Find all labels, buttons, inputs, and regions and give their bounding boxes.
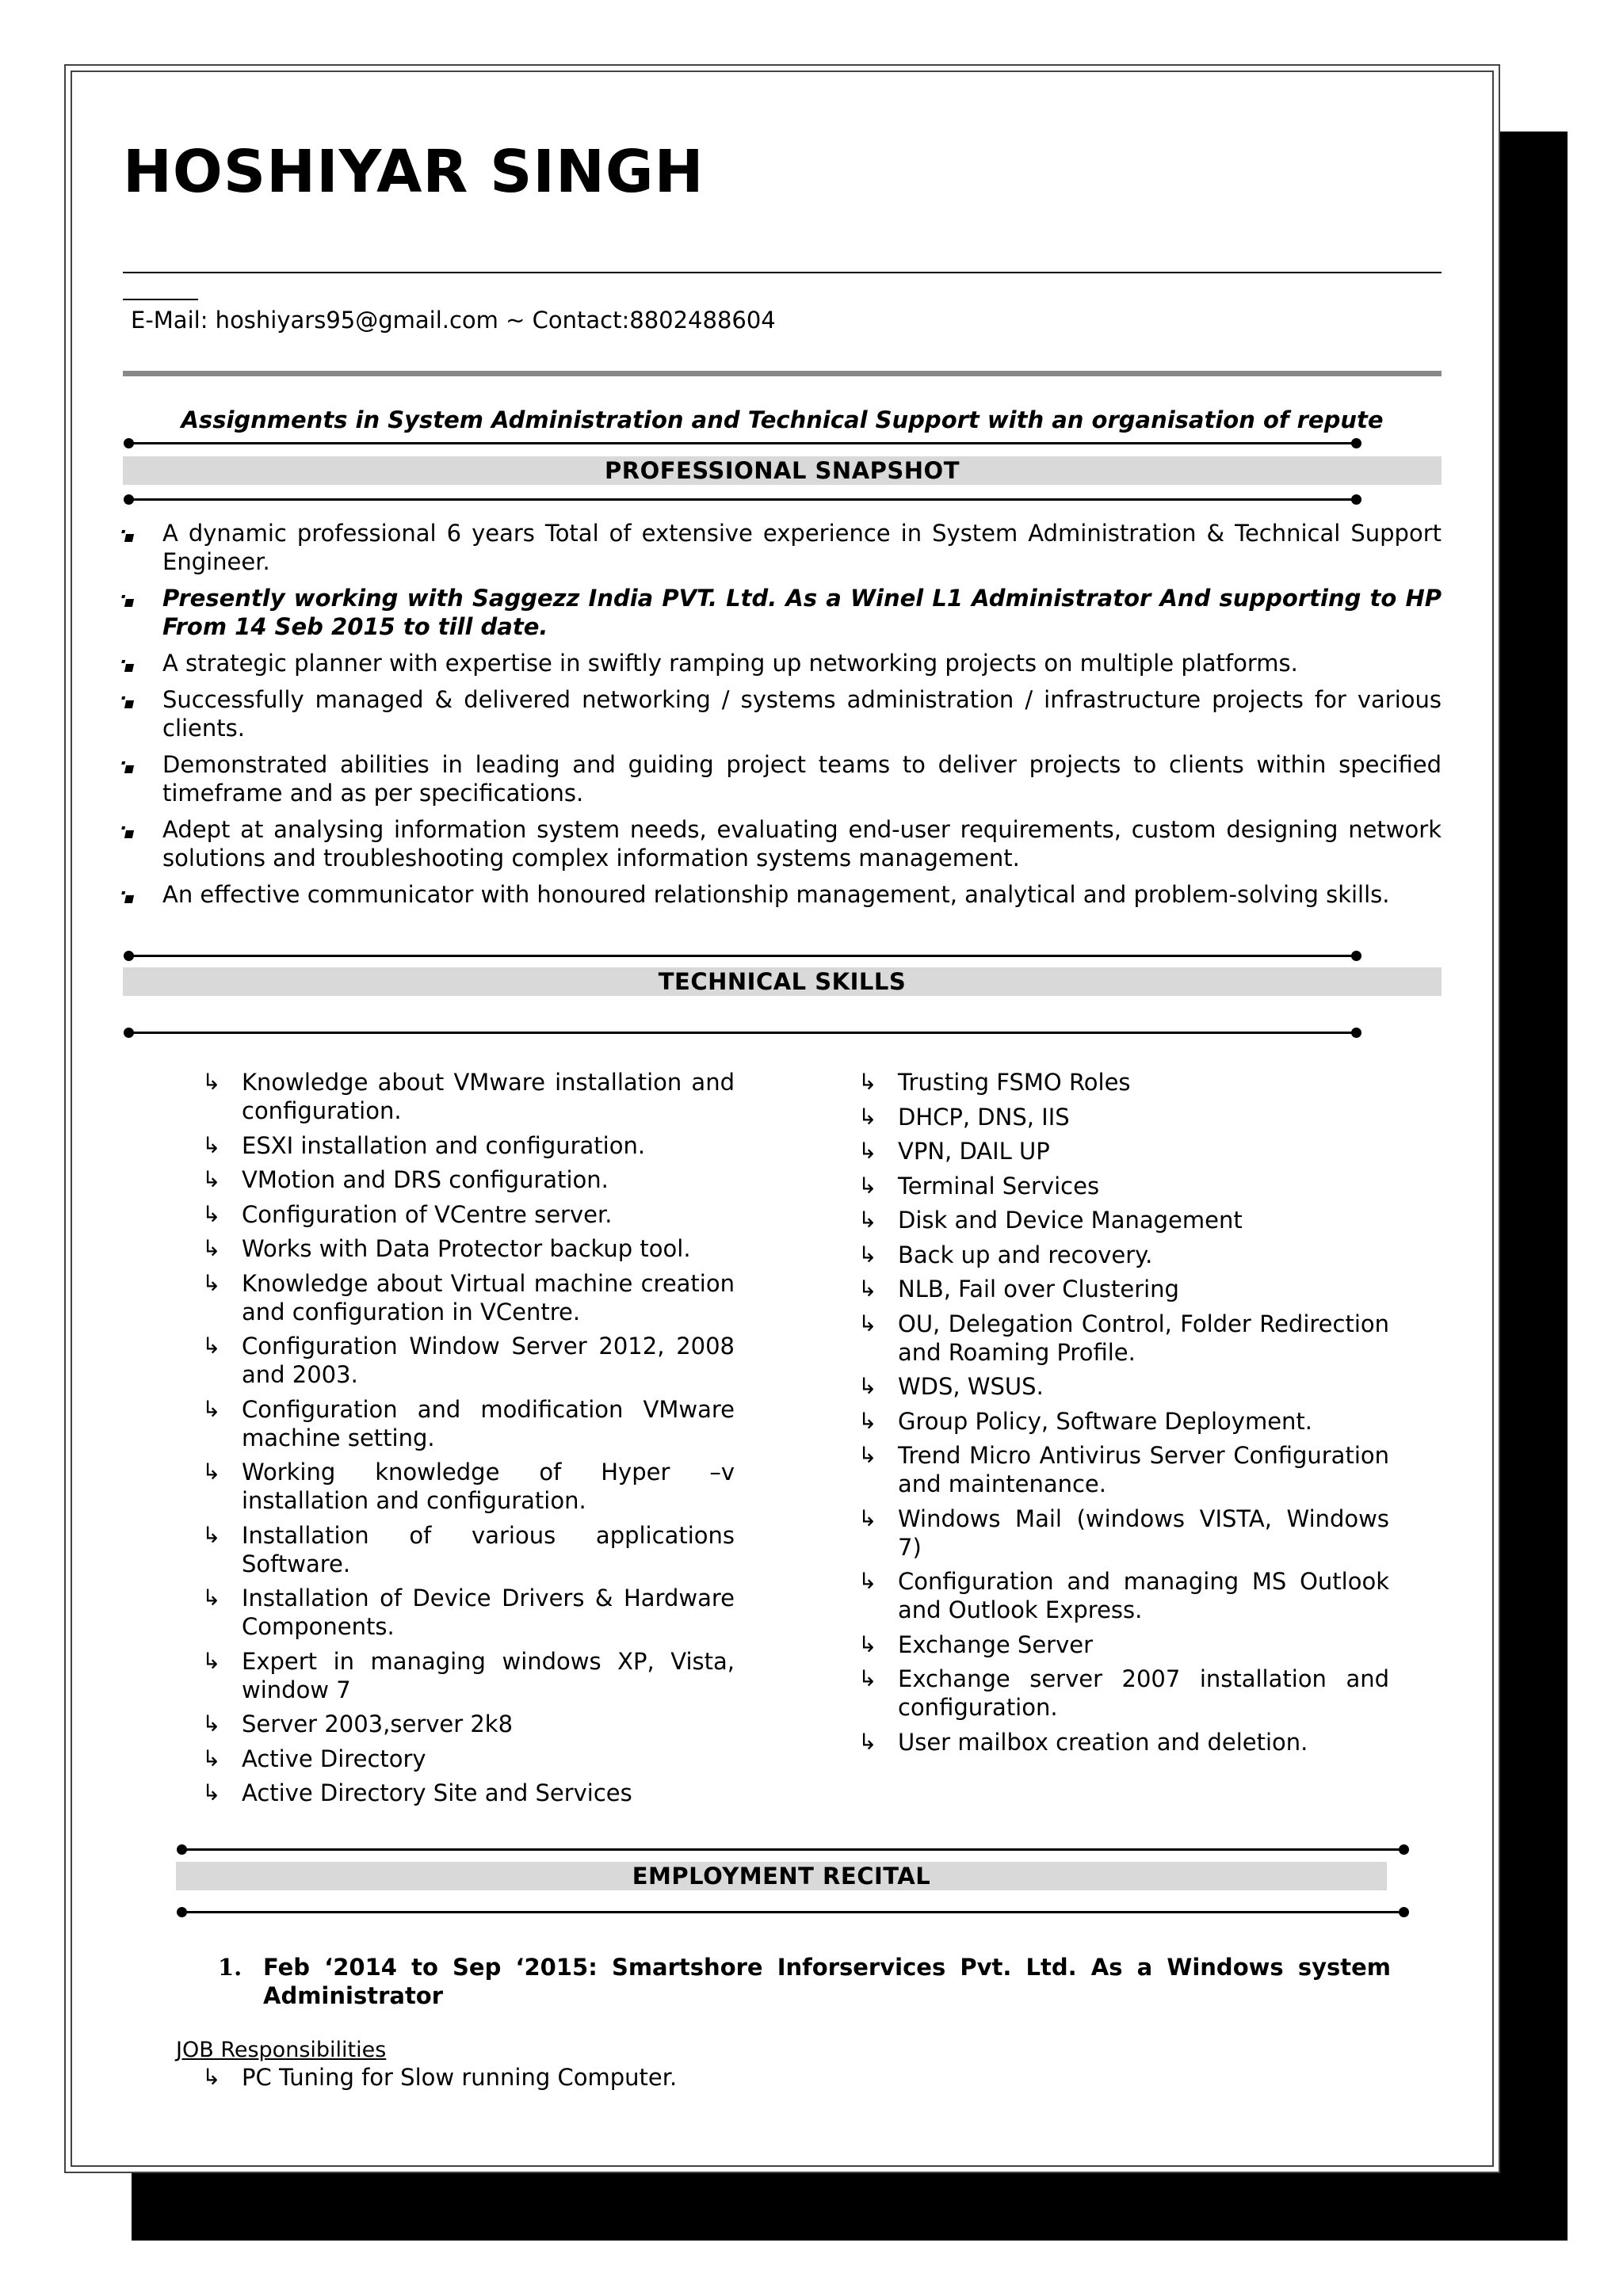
skill-item: ↳ NLB, Fail over Clustering — [858, 1276, 1179, 1302]
skill-item: ↳ Knowledge about VMware installation and configuration. — [202, 1069, 735, 1124]
square-bullet-icon — [124, 700, 134, 708]
skill-item: ↳ Windows Mail (windows VISTA, Windows 7) — [858, 1505, 1389, 1561]
skill-item: ↳ VMotion and DRS configuration. — [202, 1166, 609, 1193]
arrow-bullet-icon: ↳ — [858, 1103, 877, 1130]
arrow-bullet-icon: ↳ — [202, 1200, 221, 1227]
job-entry — [210, 1953, 1391, 2010]
arrow-bullet-icon: ↳ — [202, 1459, 221, 1485]
section-title-skills: TECHNICAL SKILLS — [123, 967, 1442, 996]
contact-divider — [123, 371, 1442, 376]
arrow-bullet-icon: ↳ — [858, 1630, 877, 1657]
square-bullet-icon — [124, 664, 134, 672]
snapshot-item: Presently working with Saggezz India PVT. Ltd. As a Winel L1 Administrator And supporting to HP From 14 Seb 2015 to till date. — [123, 584, 1442, 641]
section-rule — [128, 955, 1357, 957]
snapshot-item: Adept at analysing information system needs, evaluating end-user requirements, custom designing network solutions and troubleshooting complex information systems management. — [123, 815, 1442, 872]
arrow-bullet-icon: ↳ — [858, 1442, 877, 1468]
job-number: 1. — [218, 1954, 242, 1981]
arrow-bullet-icon: ↳ — [202, 1779, 221, 1806]
arrow-bullet-icon: ↳ — [858, 1373, 877, 1399]
arrow-bullet-icon: ↳ — [858, 1568, 877, 1594]
responsibilities-heading: JOB Responsibilities — [176, 2038, 387, 2062]
arrow-bullet-icon: ↳ — [202, 1166, 221, 1192]
square-bullet-icon — [124, 765, 134, 773]
arrow-bullet-icon: ↳ — [858, 1138, 877, 1164]
arrow-bullet-icon: ↳ — [202, 1333, 221, 1359]
arrow-bullet-icon: ↳ — [858, 1665, 877, 1691]
skill-item: ↳ OU, Delegation Control, Folder Redirection and Roaming Profile. — [858, 1310, 1389, 1366]
skill-item: ↳ User mailbox creation and deletion. — [858, 1728, 1308, 1756]
candidate-name: HOSHIYAR SINGH — [123, 138, 705, 206]
snapshot-item: Demonstrated abilities in leading and guiding project teams to deliver projects to clients within specified timeframe and as per specifications. — [123, 750, 1442, 807]
responsibilities-list — [202, 2063, 915, 2092]
skill-item: ↳ Trusting FSMO Roles — [858, 1069, 1131, 1096]
section-rule — [181, 1911, 1404, 1913]
skill-item: ↳ Works with Data Protector backup tool. — [202, 1235, 691, 1262]
arrow-bullet-icon: ↳ — [202, 1269, 221, 1296]
skill-item: ↳ Knowledge about Virtual machine creation and configuration in VCentre. — [202, 1269, 735, 1325]
skill-item: ↳ Configuration and managing MS Outlook and Outlook Express. — [858, 1568, 1389, 1623]
square-bullet-icon — [124, 599, 134, 607]
arrow-bullet-icon: ↳ — [858, 1172, 877, 1199]
snapshot-list — [123, 519, 1442, 917]
skill-item: ↳ VPN, DAIL UP — [858, 1138, 1050, 1165]
arrow-bullet-icon: ↳ — [202, 1069, 221, 1095]
skill-item: ↳ Disk and Device Management — [858, 1207, 1243, 1234]
career-objective: Assignments in System Administration and Technical Support with an organisation of repute — [181, 406, 1384, 433]
section-rule — [128, 498, 1357, 501]
skill-item: ↳ Working knowledge of Hyper –v installation and configuration. — [202, 1459, 735, 1514]
arrow-bullet-icon: ↳ — [202, 1745, 221, 1772]
section-rule — [128, 442, 1357, 444]
skill-item: ↳ DHCP, DNS, IIS — [858, 1103, 1070, 1131]
section-rule — [128, 1032, 1357, 1034]
snapshot-item: A dynamic professional 6 years Total of extensive experience in System Administration & Technical Support Engineer. — [123, 519, 1442, 576]
arrow-bullet-icon: ↳ — [858, 1069, 877, 1095]
arrow-bullet-icon: ↳ — [202, 1131, 221, 1158]
square-bullet-icon — [124, 534, 134, 542]
skill-item: ↳ Active Directory Site and Services — [202, 1779, 632, 1806]
section-title-employment: EMPLOYMENT RECITAL — [176, 1862, 1387, 1890]
snapshot-item: A strategic planner with expertise in swiftly ramping up networking projects on multiple platforms. — [123, 649, 1442, 677]
skill-item: ↳ Exchange server 2007 installation and configuration. — [858, 1665, 1389, 1721]
skill-item: ↳ WDS, WSUS. — [858, 1373, 1044, 1400]
skill-item: ↳ Expert in managing windows XP, Vista, window 7 — [202, 1647, 735, 1703]
snapshot-item: An effective communicator with honoured relationship management, analytical and problem-solving skills. — [123, 880, 1442, 909]
section-title-snapshot: PROFESSIONAL SNAPSHOT — [123, 456, 1442, 485]
arrow-bullet-icon: ↳ — [858, 1310, 877, 1337]
skill-item: ↳ Installation of various applications Software. — [202, 1521, 735, 1577]
skill-item: ↳ Exchange Server — [858, 1630, 1094, 1658]
skill-item: ↳ Configuration Window Server 2012, 2008 and 2003. — [202, 1333, 735, 1388]
job-title: Feb ‘2014 to Sep ‘2015: Smartshore Inforservices Pvt. Ltd. As a Windows system Administrator — [263, 1954, 1391, 2009]
skills-list-right — [858, 1068, 1389, 1762]
skill-item: ↳ Installation of Device Drivers & Hardware Components. — [202, 1585, 735, 1640]
skills-list-left — [202, 1068, 735, 1814]
arrow-bullet-icon: ↳ — [858, 1505, 877, 1531]
arrow-bullet-icon: ↳ — [858, 1241, 877, 1268]
arrow-bullet-icon: ↳ — [202, 1235, 221, 1261]
square-bullet-icon — [124, 830, 134, 838]
responsibility-item: ↳ PC Tuning for Slow running Computer. — [202, 2064, 678, 2091]
arrow-bullet-icon: ↳ — [858, 1207, 877, 1233]
skill-item: ↳ Group Policy, Software Deployment. — [858, 1407, 1313, 1435]
skill-item: ↳ Server 2003,server 2k8 — [202, 1711, 514, 1737]
arrow-bullet-icon: ↳ — [202, 2064, 221, 2090]
name-divider — [123, 272, 1442, 273]
arrow-bullet-icon: ↳ — [202, 1395, 221, 1422]
skill-item: ↳ Trend Micro Antivirus Server Configuration and maintenance. — [858, 1442, 1389, 1497]
skill-item: ↳ Terminal Services — [858, 1172, 1100, 1199]
arrow-bullet-icon: ↳ — [202, 1711, 221, 1737]
skill-item: ↳ Configuration of VCentre server. — [202, 1200, 613, 1228]
contact-line: E-Mail: hoshiyars95@gmail.com ~ Contact:8802488604 — [131, 307, 776, 334]
skill-item: ↳ Active Directory — [202, 1745, 426, 1772]
name-divider-tail — [123, 299, 198, 300]
skill-item: ↳ Configuration and modification VMware machine setting. — [202, 1395, 735, 1451]
snapshot-item: Successfully managed & delivered networking / systems administration / infrastructure projects for various clients. — [123, 685, 1442, 742]
skill-item: ↳ Back up and recovery. — [858, 1241, 1153, 1268]
skill-item: ↳ ESXI installation and configuration. — [202, 1131, 646, 1159]
arrow-bullet-icon: ↳ — [202, 1647, 221, 1674]
arrow-bullet-icon: ↳ — [858, 1407, 877, 1434]
square-bullet-icon — [124, 895, 134, 903]
arrow-bullet-icon: ↳ — [202, 1585, 221, 1611]
arrow-bullet-icon: ↳ — [858, 1276, 877, 1302]
arrow-bullet-icon: ↳ — [202, 1521, 221, 1548]
section-rule — [181, 1848, 1404, 1851]
arrow-bullet-icon: ↳ — [858, 1728, 877, 1755]
